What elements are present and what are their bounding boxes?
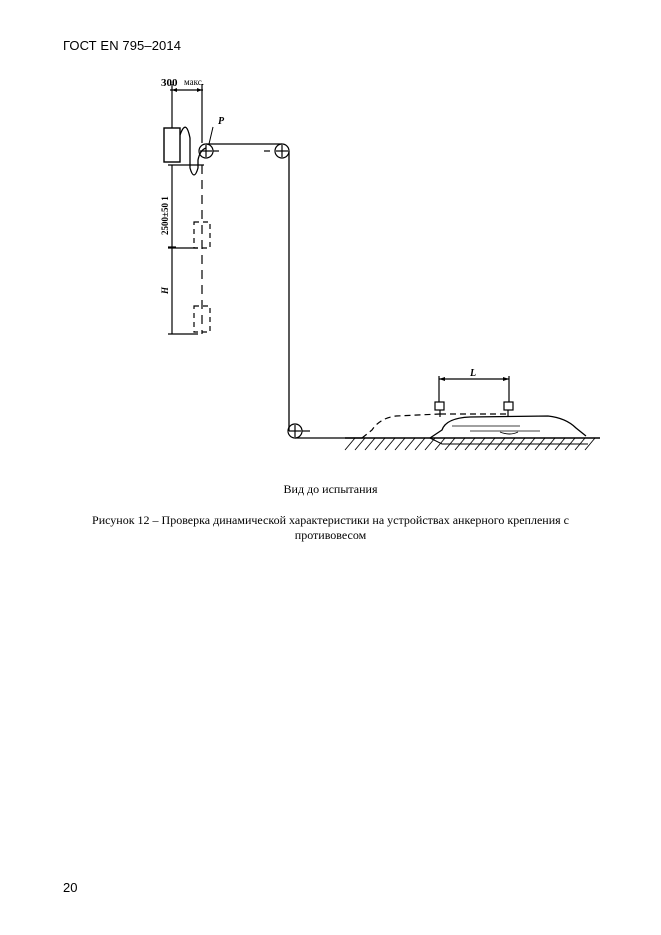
dim-top-suffix: макс. [184, 77, 205, 87]
page-number: 20 [63, 880, 78, 895]
test-mass [164, 128, 180, 162]
label-l: L [470, 368, 477, 379]
figure-caption: Рисунок 12 – Проверка динамической характеристики на устройствах анкерного крепления с противовесом [92, 513, 569, 542]
anchor-post-left [435, 402, 444, 410]
dim-top-value: 300 [161, 77, 178, 89]
label-p: P [218, 116, 225, 127]
figure-view-label: Вид до испытания [283, 482, 378, 496]
label-h: H [160, 286, 170, 294]
anchor-post-right [504, 402, 513, 410]
anchor-device-body [430, 416, 586, 438]
anchor-device-rear [362, 414, 440, 438]
dim-vertical-value: 2500±50 1 [160, 196, 170, 235]
document-header: ГОСТ EN 795–2014 [63, 38, 182, 53]
